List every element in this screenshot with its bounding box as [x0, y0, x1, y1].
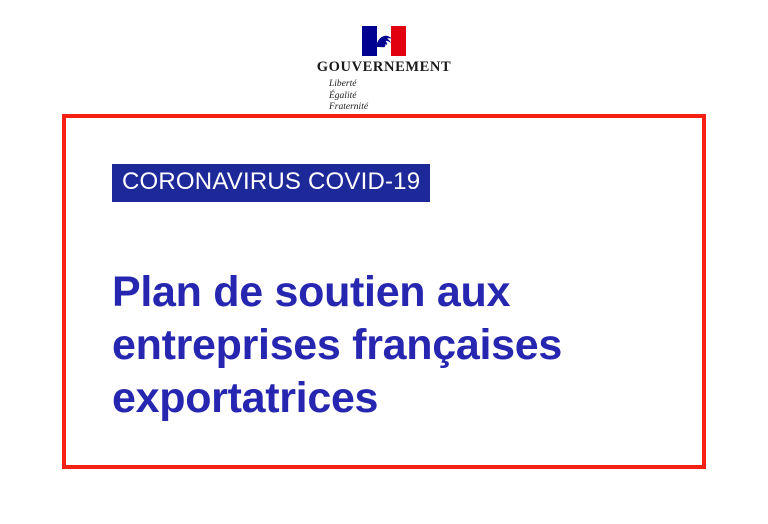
motto-line-egalite: Égalité: [329, 90, 357, 101]
government-logo: [309, 26, 459, 114]
motto-line-fraternite: Fraternité: [329, 102, 369, 112]
organization-name: GOUVERNEMENT: [316, 59, 452, 75]
kicker-container: [112, 164, 430, 202]
page-title-line-3: exportatrices: [112, 374, 379, 422]
status-badge: CORONAVIRUS COVID-19: [112, 164, 430, 202]
page-title-line-1: Plan de soutien aux: [112, 268, 511, 316]
republic-motto: [309, 79, 459, 114]
main-content-card: [62, 114, 706, 469]
french-flag-marianne-icon: [362, 26, 406, 56]
motto-line-liberte: Liberté: [329, 79, 357, 89]
document-header: [0, 26, 768, 114]
marianne-profile-icon: [373, 32, 395, 50]
page-title-line-2: entreprises françaises: [112, 321, 562, 369]
page-title: [112, 266, 672, 425]
